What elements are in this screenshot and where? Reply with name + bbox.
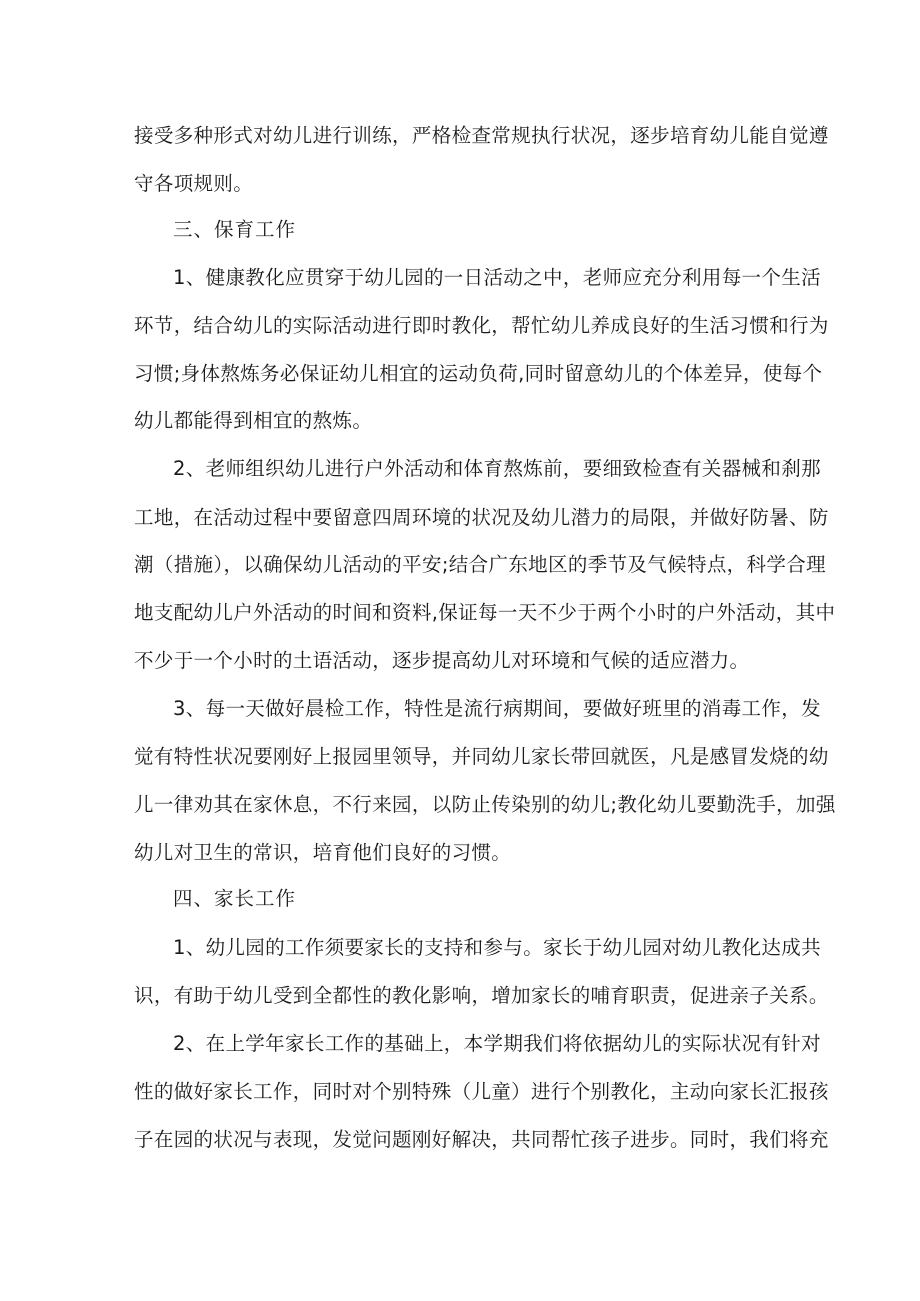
paragraph-line: 1、幼儿园的工作须要家长的支持和参与。家长于幼儿园对幼儿教化达成共 [173, 936, 821, 959]
section-heading-parents: 四、家长工作 [173, 887, 297, 910]
section-heading-childcare: 三、保育工作 [173, 218, 297, 241]
paragraph-line: 潮（措施），以确保幼儿活动的平安;结合广东地区的季节及气候特点，科学合理 [134, 553, 826, 576]
paragraph-line: 性的做好家长工作，同时对个别特殊（儿童）进行个别教化，主动向家长汇报孩 [134, 1080, 829, 1103]
paragraph-line: 环节，结合幼儿的实际活动进行即时教化，帮忙幼儿养成良好的生活习惯和行为 [134, 314, 829, 337]
paragraph-line: 识，有助于幼儿受到全都性的教化影响，增加家长的哺育职责，促进亲子关系。 [134, 984, 829, 1007]
paragraph-line: 习惯;身体熬炼务必保证幼儿相宜的运动负荷,同时留意幼儿的个体差异，使每个 [134, 362, 823, 385]
paragraph-line: 2、在上学年家长工作的基础上，本学期我们将依据幼儿的实际状况有针对 [173, 1032, 821, 1055]
paragraph-line: 2、老师组织幼儿进行户外活动和体育熬炼前，要细致检查有关器械和刹那 [173, 457, 821, 480]
paragraph-line: 子在园的状况与表现，发觉问题刚好解决，共同帮忙孩子进步。同时，我们将充 [134, 1128, 829, 1151]
paragraph-line: 地支配幼儿户外活动的时间和资料,保证每一天不少于两个小时的户外活动，其中 [134, 601, 836, 624]
paragraph-line: 儿一律劝其在家休息，不行来园，以防止传染别的幼儿;教化幼儿要勤洗手，加强 [134, 793, 836, 816]
paragraph-line: 3、每一天做好晨检工作，特性是流行病期间，要做好班里的消毒工作，发 [173, 697, 821, 720]
paragraph-line: 不少于一个小时的土语活动，逐步提高幼儿对环境和气候的适应潜力。 [134, 649, 750, 672]
paragraph-line: 1、健康教化应贯穿于幼儿园的一日活动之中，老师应充分利用每一个生活 [173, 266, 821, 289]
paragraph-line: 工地，在活动过程中要留意四周环境的状况及幼儿潜力的局限，并做好防暑、防 [134, 506, 829, 529]
paragraph-line: 幼儿都能得到相宜的熬炼。 [134, 409, 373, 432]
paragraph-line: 接受多种形式对幼儿进行训练，严格检查常规执行状况，逐步培育幼儿能自觉遵 [134, 124, 829, 147]
paragraph-line: 觉有特性状况要刚好上报园里领导，并同幼儿家长带回就医，凡是感冒发烧的幼 [134, 745, 829, 768]
paragraph-line: 幼儿对卫生的常识，培育他们良好的习惯。 [134, 841, 512, 864]
paragraph-line: 守各项规则。 [134, 172, 254, 195]
